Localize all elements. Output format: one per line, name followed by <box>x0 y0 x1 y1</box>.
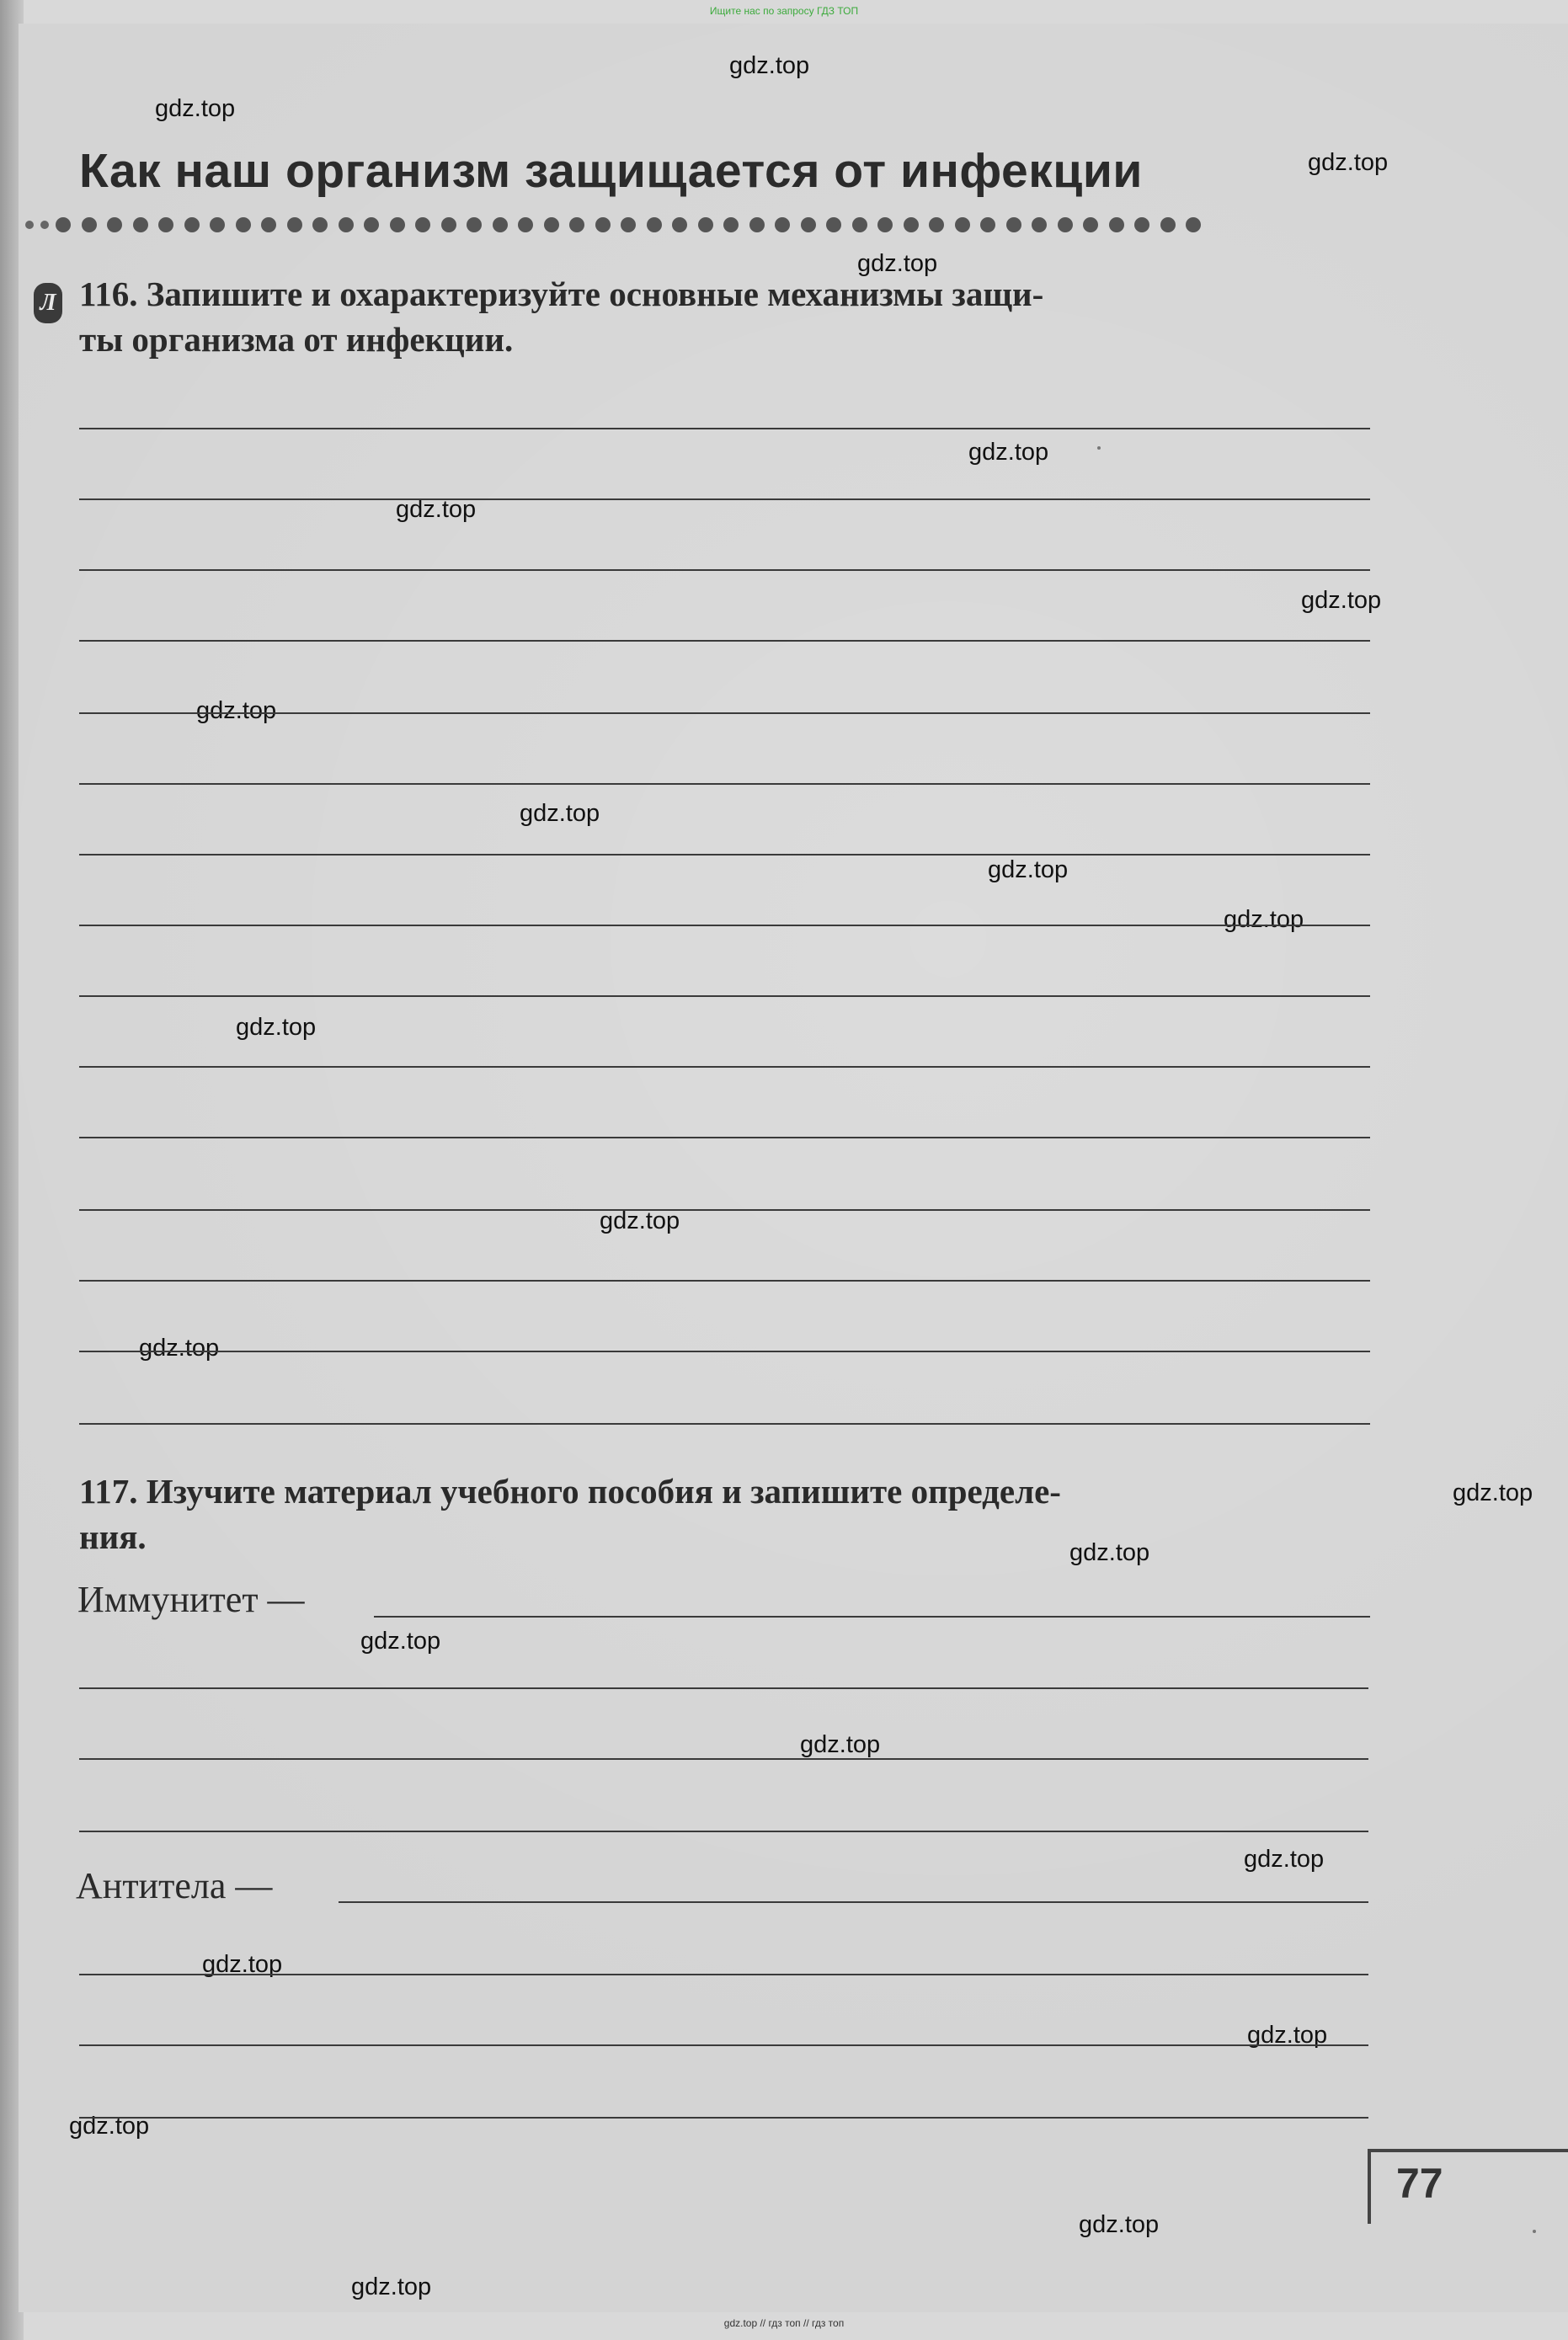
answer-line[interactable] <box>79 1423 1370 1425</box>
watermark: gdz.top <box>1301 587 1382 614</box>
answer-line[interactable] <box>79 1974 1368 1975</box>
answer-line[interactable] <box>79 1831 1368 1832</box>
answer-line[interactable] <box>79 498 1370 500</box>
answer-line-immunity[interactable] <box>374 1616 1370 1618</box>
page-number: 77 <box>1396 2160 1443 2207</box>
watermark: gdz.top <box>396 496 477 523</box>
watermark: gdz.top <box>139 1335 220 1362</box>
watermark: gdz.top <box>202 1951 283 1978</box>
watermark: gdz.top <box>1069 1539 1150 1566</box>
watermark: gdz.top <box>1453 1479 1533 1506</box>
watermark: gdz.top <box>988 856 1069 883</box>
answer-line[interactable] <box>79 1351 1370 1352</box>
answer-line[interactable] <box>79 1280 1370 1282</box>
watermark: gdz.top <box>351 2273 432 2300</box>
answer-line[interactable] <box>79 640 1370 642</box>
answer-line[interactable] <box>79 1066 1370 1068</box>
answer-line[interactable] <box>79 925 1370 926</box>
watermark: gdz.top <box>1247 2022 1328 2049</box>
answer-line[interactable] <box>79 1209 1370 1211</box>
answer-line[interactable] <box>79 428 1370 429</box>
dotted-divider <box>25 214 1297 236</box>
answer-line[interactable] <box>79 995 1370 997</box>
watermark: gdz.top <box>520 800 600 827</box>
bottom-banner[interactable]: gdz.top // гдз топ // гдз топ <box>723 2317 845 2329</box>
answer-line[interactable] <box>79 1758 1368 1760</box>
answer-line[interactable] <box>79 783 1370 785</box>
watermark: gdz.top <box>360 1628 441 1655</box>
watermark: gdz.top <box>600 1207 680 1234</box>
task-116-line1: 116. Запишите и охарактеризуйте основные механизмы защи- <box>79 275 1044 313</box>
watermark: gdz.top <box>968 439 1049 466</box>
answer-line[interactable] <box>79 1137 1370 1138</box>
watermark: gdz.top <box>1244 1846 1325 1873</box>
paper-speck <box>1097 446 1101 450</box>
answer-line[interactable] <box>79 569 1370 571</box>
watermark: gdz.top <box>1224 906 1304 933</box>
answer-line[interactable] <box>79 1687 1368 1689</box>
task-117-line2: ния. <box>79 1517 147 1556</box>
top-banner[interactable]: Ищите нас по запросу ГДЗ ТОП <box>709 5 859 17</box>
answer-line[interactable] <box>79 2044 1368 2046</box>
watermark: gdz.top <box>800 1731 881 1758</box>
watermark: gdz.top <box>69 2113 150 2140</box>
watermark: gdz.top <box>1079 2211 1160 2238</box>
watermark: gdz.top <box>196 697 277 724</box>
term-antibodies: Антитела — <box>76 1865 273 1906</box>
page-number-box <box>1368 2149 1568 2224</box>
term-immunity: Иммунитет — <box>77 1579 305 1620</box>
answer-line[interactable] <box>79 854 1370 856</box>
letter-l-icon: Л <box>34 283 62 323</box>
watermark: gdz.top <box>1308 149 1389 176</box>
watermark: gdz.top <box>155 95 236 122</box>
answer-line[interactable] <box>79 2117 1368 2119</box>
watermark: gdz.top <box>857 250 938 277</box>
watermark: gdz.top <box>729 52 810 79</box>
watermark: gdz.top <box>236 1014 317 1041</box>
task-117 <box>79 1468 1061 1559</box>
answer-line[interactable] <box>79 712 1370 714</box>
section-title: Как наш организм защищается от инфекции <box>79 144 1143 198</box>
task-116 <box>79 271 1043 362</box>
answer-line-antibodies[interactable] <box>339 1901 1368 1903</box>
paper-speck <box>1533 2230 1536 2233</box>
task-116-line2: ты организма от инфекции. <box>79 320 514 359</box>
task-117-line1: 117. Изучите материал учебного пособия и запишите определе- <box>79 1472 1061 1511</box>
